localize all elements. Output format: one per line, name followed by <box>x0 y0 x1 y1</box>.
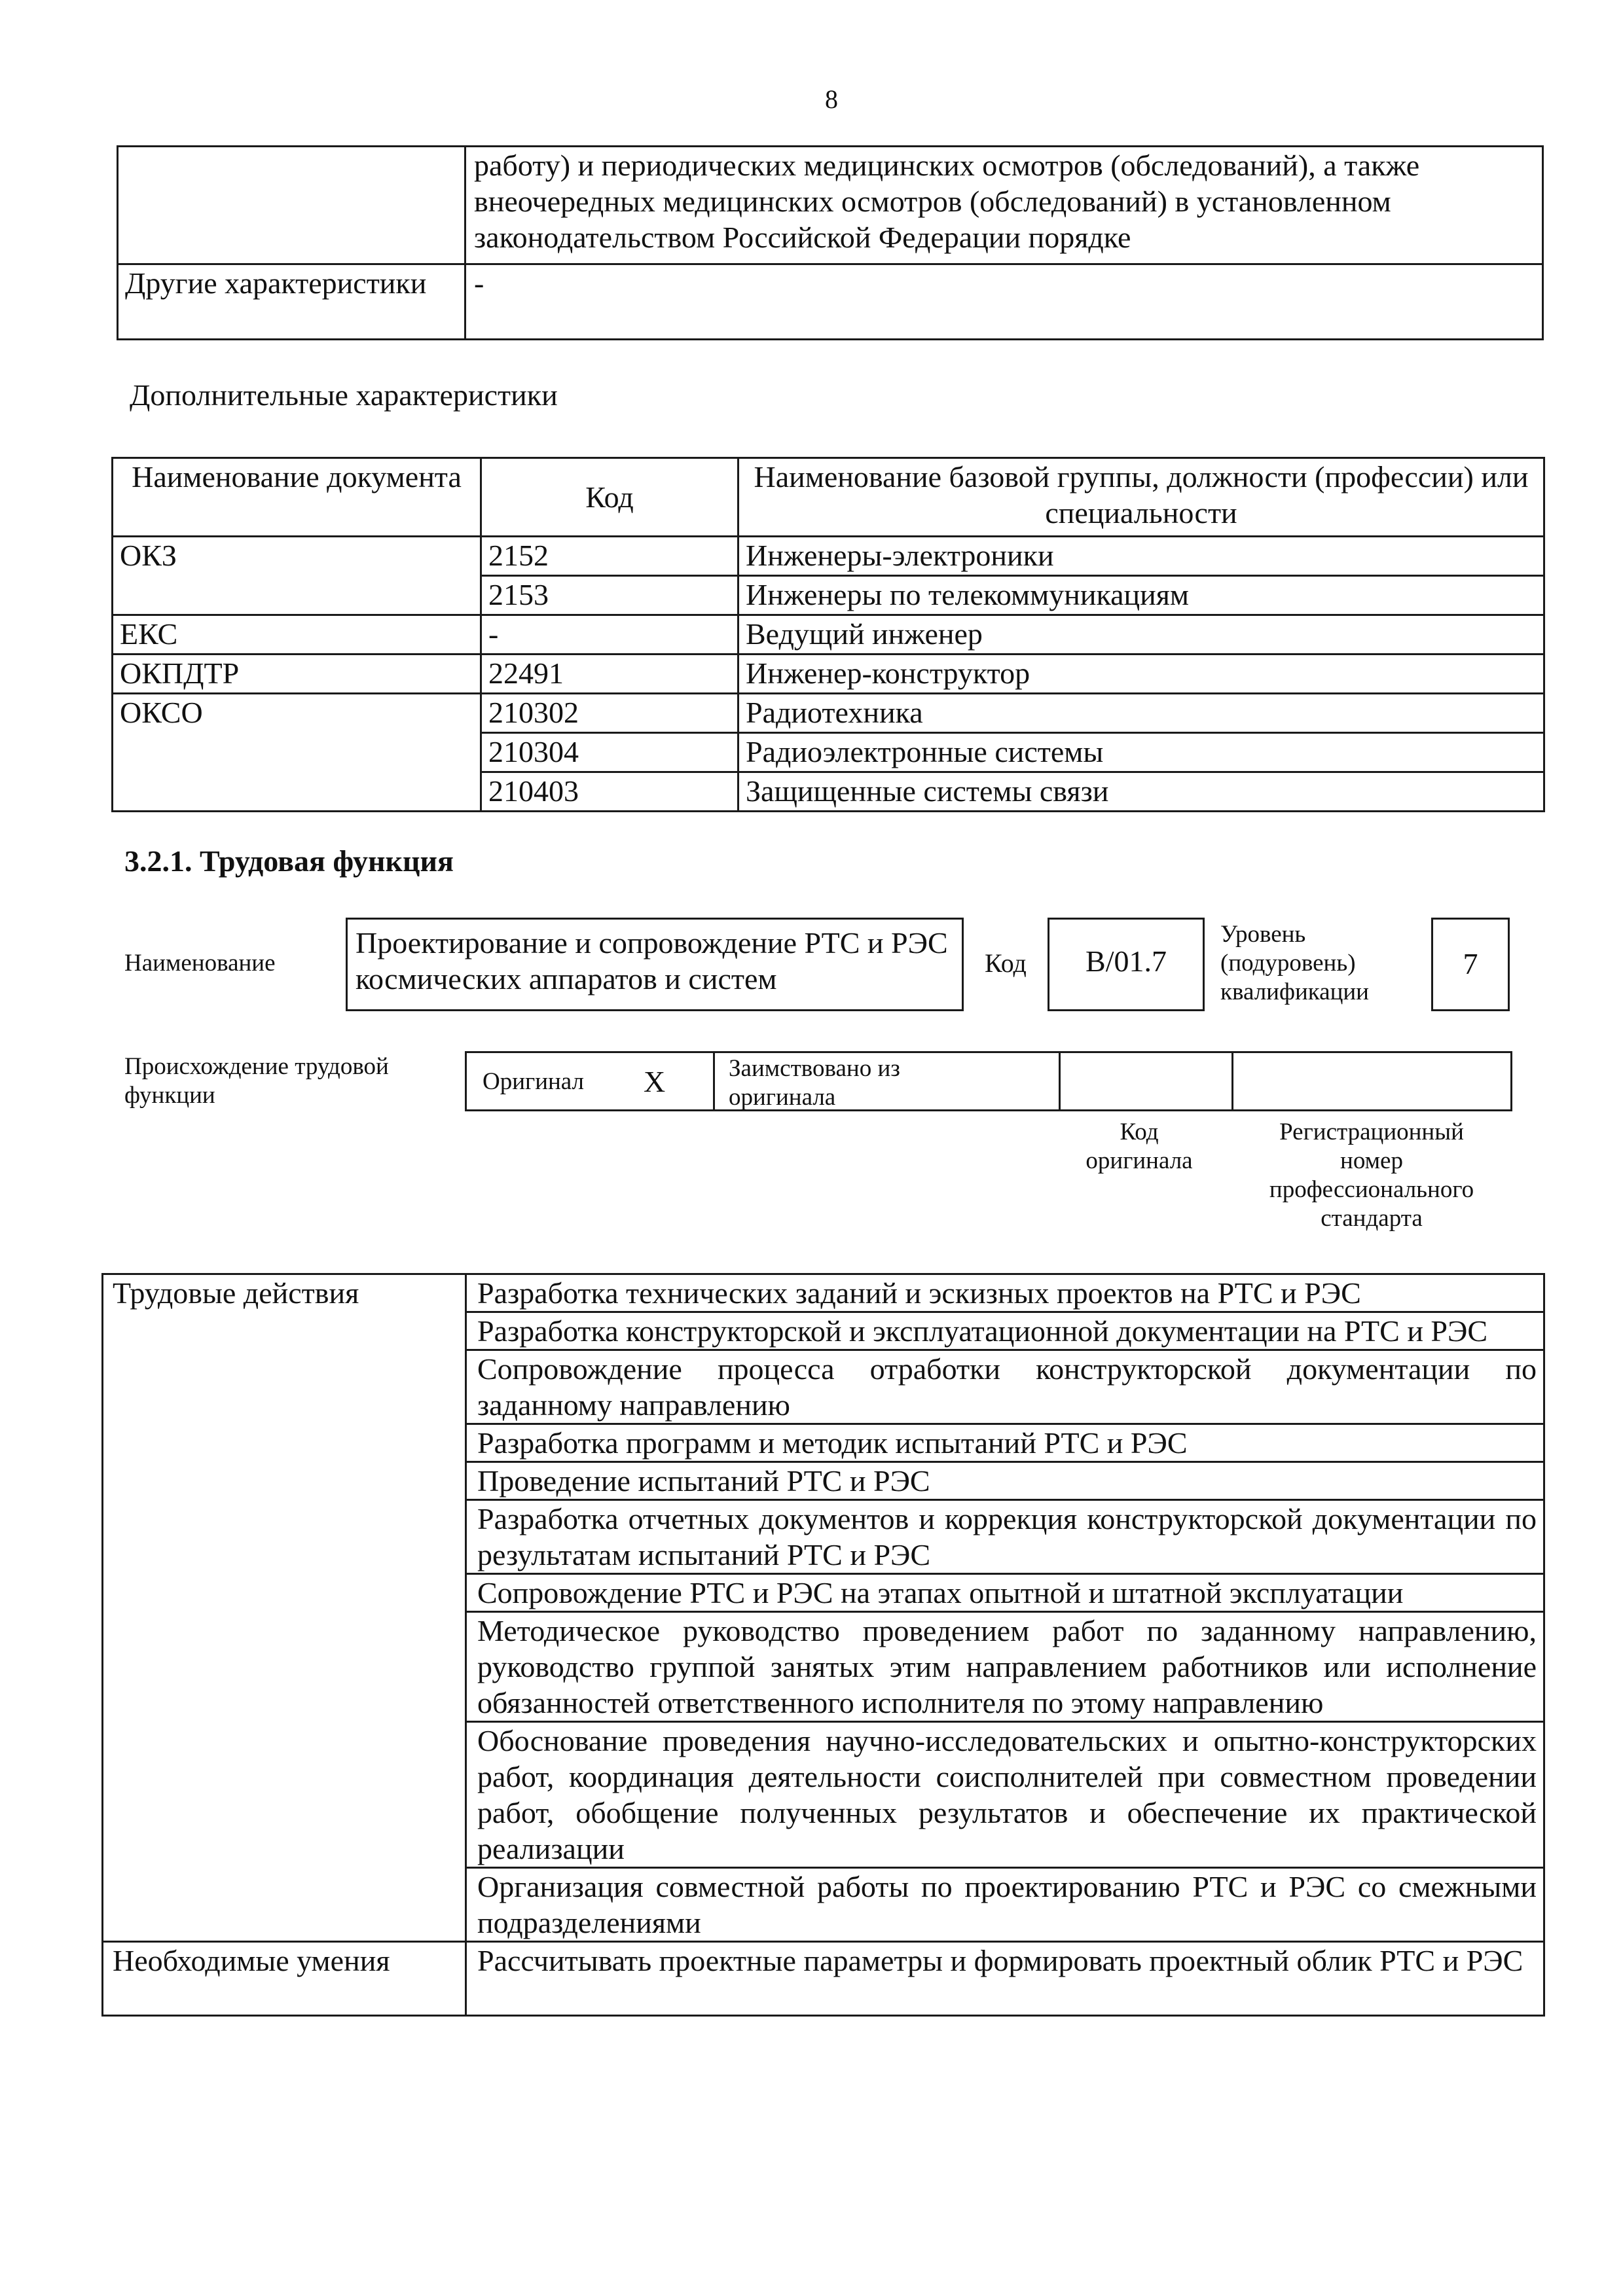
additional-heading: Дополнительные характеристики <box>130 378 558 412</box>
reg-number-caption: Регистрационный номер профессионального стандарта <box>1269 1119 1474 1232</box>
name-cell: Инженер-конструктор <box>739 655 1544 694</box>
code-cell: 2153 <box>481 576 739 615</box>
level-value: 7 <box>1463 947 1478 980</box>
skill-item: Рассчитывать проектные параметры и формировать проектный облик РТС и РЭС <box>466 1942 1544 2016</box>
original-mark: X <box>644 1065 666 1098</box>
code-cell: - <box>481 615 739 655</box>
borrowed-label: Заимствовано из оригинала <box>729 1055 900 1111</box>
skills-label: Необходимые умения <box>103 1942 466 2016</box>
doc-cell: ОКСО <box>113 694 481 812</box>
action-item: Разработка технических заданий и эскизных проектов на РТС и РЭС <box>466 1274 1544 1312</box>
doc-cell: ОКЗ <box>113 537 481 615</box>
doc-cell: ЕКС <box>113 615 481 655</box>
section-title: 3.2.1. Трудовая функция <box>124 844 454 878</box>
other-characteristics-value: - <box>465 264 1543 340</box>
header-doc: Наименование документа <box>113 458 481 537</box>
page-number: 8 <box>825 84 838 114</box>
other-characteristics-label: Другие характеристики <box>118 264 465 340</box>
code-cell: 210403 <box>481 772 739 812</box>
origin-divider <box>713 1053 715 1109</box>
name-label: Наименование <box>124 950 276 977</box>
origin-label: Происхождение трудовой функции <box>124 1053 389 1109</box>
code-cell: 210304 <box>481 733 739 772</box>
code-cell: 2152 <box>481 537 739 576</box>
name-cell: Радиоэлектронные системы <box>739 733 1544 772</box>
action-item: Организация совместной работы по проектированию РТС и РЭС со смежными подразделениями <box>466 1868 1544 1942</box>
action-item: Сопровождение процесса отработки конструкторской документации по заданному направлению <box>466 1350 1544 1424</box>
level-label: Уровень (подуровень) квалификации <box>1220 921 1369 1005</box>
action-item: Обоснование проведения научно-исследовательских и опытно-конструкторских работ, координация деятельности соисполнителей при совместном проведении работ, обобщение полученных результатов и обеспечение их практической реализации <box>466 1722 1544 1868</box>
level-box <box>1431 918 1510 1011</box>
name-cell: Радиотехника <box>739 694 1544 733</box>
doc-cell: ОКПДТР <box>113 655 481 694</box>
header-name: Наименование базовой группы, должности (профессии) или специальности <box>739 458 1544 537</box>
function-name-value: Проектирование и сопровождение РТС и РЭС космических аппаратов и систем <box>356 926 948 996</box>
name-cell: Защищенные системы связи <box>739 772 1544 812</box>
name-cell: Инженеры по телекоммуникациям <box>739 576 1544 615</box>
origin-table <box>465 1051 1512 1111</box>
action-item: Проведение испытаний РТС и РЭС <box>466 1462 1544 1500</box>
header-code: Код <box>481 458 739 537</box>
code-cell: 22491 <box>481 655 739 694</box>
original-code-caption: Код оригинала <box>1085 1119 1193 1174</box>
action-item: Методическое руководство проведением работ по заданному направлению, руководство группой занятых этим направлением работников или исполнение обязанностей ответственного исполнителя по этому направлению <box>466 1612 1544 1722</box>
actions-label: Трудовые действия <box>103 1274 466 1942</box>
top-table-empty-cell <box>118 147 465 264</box>
top-table-row1-text: работу) и периодических медицинских осмотров (обследований), а также внеочередных медицинских осмотров (обследований) в установленном законодательством Российской Федерации порядке <box>465 147 1543 264</box>
top-table <box>117 145 1544 340</box>
action-item: Разработка отчетных документов и коррекция конструкторской документации по результатам испытаний РТС и РЭС <box>466 1500 1544 1574</box>
name-cell: Ведущий инженер <box>739 615 1544 655</box>
additional-table <box>111 457 1545 812</box>
code-value: В/01.7 <box>1085 944 1167 978</box>
name-cell: Инженеры-электроники <box>739 537 1544 576</box>
function-name-box <box>346 918 964 1011</box>
action-item: Разработка программ и методик испытаний РТС и РЭС <box>466 1424 1544 1462</box>
action-item: Сопровождение РТС и РЭС на этапах опытной и штатной эксплуатации <box>466 1574 1544 1612</box>
origin-divider <box>1231 1053 1233 1109</box>
origin-divider <box>1059 1053 1061 1109</box>
functions-table <box>101 1273 1545 2017</box>
code-box <box>1048 918 1205 1011</box>
action-item: Разработка конструкторской и эксплуатационной документации на РТС и РЭС <box>466 1312 1544 1350</box>
code-cell: 210302 <box>481 694 739 733</box>
code-label: Код <box>985 948 1027 978</box>
original-label: Оригинал <box>483 1068 585 1095</box>
